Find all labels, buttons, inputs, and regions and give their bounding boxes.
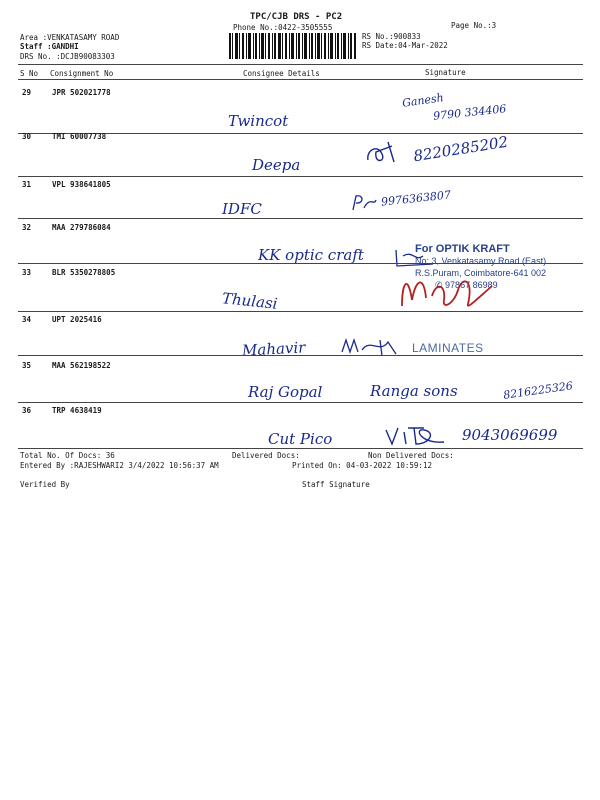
verified-by: Verified By xyxy=(20,480,70,489)
signature-scribble-icon xyxy=(350,192,378,214)
row-signature: 9976363807 xyxy=(380,188,452,209)
row-sno: 30 xyxy=(22,132,32,141)
footer-rule xyxy=(18,448,583,449)
row-signature-name: Ganesh xyxy=(401,91,445,110)
row-divider xyxy=(18,402,583,403)
staff-label: Staff :GANDHI xyxy=(20,42,79,51)
phone-icon: ✆ xyxy=(435,280,446,290)
row-signature: 9790 334406 xyxy=(432,102,507,123)
row-consignment: BLR 5350278805 xyxy=(52,268,116,277)
row-sno: 36 xyxy=(22,406,32,415)
row-signature: 9043069699 xyxy=(462,426,558,444)
header-top-rule xyxy=(18,64,583,65)
row-consignee: Cut Pico xyxy=(268,430,333,448)
row-sno: 34 xyxy=(22,315,32,324)
stamp-company-name: For OPTIK KRAFT xyxy=(415,243,510,255)
row-consignee: Raj Gopal xyxy=(248,383,323,401)
row-divider xyxy=(18,176,583,177)
row-sno: 33 xyxy=(22,268,32,277)
total-docs: Total No. Of Docs: 36 xyxy=(20,451,115,460)
row-sno: 35 xyxy=(22,361,32,370)
rs-number: RS No.:900833 xyxy=(362,32,421,41)
row-divider xyxy=(18,263,583,264)
column-signature: Signature xyxy=(425,68,466,77)
staff-signature: Staff Signature xyxy=(302,480,370,489)
row-consignment: TMI 60007738 xyxy=(52,132,107,141)
row-consignment: JPR 502021778 xyxy=(52,88,111,97)
printed-on: Printed On: 04-03-2022 10:59:12 xyxy=(292,461,432,470)
stamp-address-line1: No: 3, Venkatasamy Road (East) xyxy=(415,256,547,266)
entered-by: Entered By :RAJESHWARI2 3/4/2022 10:56:37 AM xyxy=(20,461,219,470)
stamp-address-line2: R.S.Puram, Coimbatore-641 002 xyxy=(415,268,547,278)
signature-scribble-icon xyxy=(384,424,454,448)
phone-number: Phone No.:0422-3505555 xyxy=(233,23,333,32)
row-consignee: Deepa xyxy=(252,156,301,174)
row-divider xyxy=(18,355,583,356)
row-consignment: VPL 938641805 xyxy=(52,180,111,189)
row-signature-phone: 8216225326 xyxy=(502,379,574,402)
column-consignee: Consignee Details xyxy=(243,69,320,78)
row-sno: 31 xyxy=(22,180,32,189)
row-consignee: Mahavir xyxy=(241,338,306,360)
row-consignment: UPT 2025416 xyxy=(52,315,102,324)
header-bottom-rule xyxy=(18,79,583,80)
row-consignment: MAA 279786084 xyxy=(52,223,111,232)
signature-scribble-icon xyxy=(396,270,500,312)
row-signature-stamp: LAMINATES xyxy=(412,341,484,355)
column-sno: S No xyxy=(20,69,39,78)
row-consignee: KK optic craft xyxy=(258,246,364,264)
row-consignment: MAA 562198522 xyxy=(52,361,111,370)
non-delivered-docs: Non Delivered Docs: xyxy=(368,451,454,460)
page-number: Page No.:3 xyxy=(451,21,497,30)
stamp-phone: ✆ 97867 86989 xyxy=(435,280,498,290)
drs-number: DRS No. :DCJB90083303 xyxy=(20,52,115,61)
row-consignment: TRP 4638419 xyxy=(52,406,102,415)
signature-scribble-icon xyxy=(364,140,404,166)
rs-date: RS Date:04-Mar-2022 xyxy=(362,41,448,50)
barcode xyxy=(229,33,356,59)
column-consignment: Consignment No xyxy=(50,69,114,78)
row-divider xyxy=(18,311,583,312)
row-sno: 29 xyxy=(22,88,32,97)
row-sno: 32 xyxy=(22,223,32,232)
row-divider xyxy=(18,218,583,219)
document-title: TPC/CJB DRS - PC2 xyxy=(250,12,343,22)
delivered-docs: Delivered Docs: xyxy=(232,451,300,460)
row-consignee: Twincot xyxy=(228,112,289,130)
row-signature: Ranga sons xyxy=(370,382,458,400)
row-signature: 8220285202 xyxy=(412,132,510,166)
row-consignee: IDFC xyxy=(222,200,262,218)
row-consignee: Thulasi xyxy=(221,289,279,313)
area-label: Area :VENKATASAMY ROAD xyxy=(20,33,120,42)
